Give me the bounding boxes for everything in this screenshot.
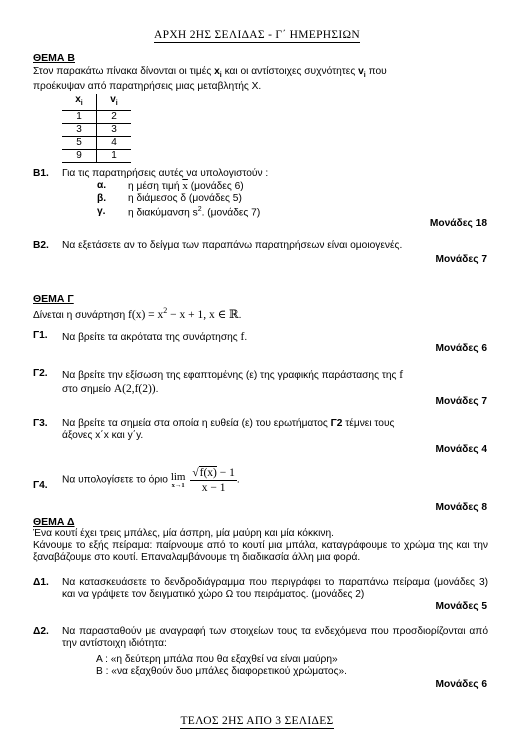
page-header-text: ΑΡΧΗ 2ΗΣ ΣΕΛΙΔΑΣ - Γ΄ ΗΜΕΡΗΣΙΩΝ — [154, 29, 360, 41]
table-row — [62, 137, 131, 150]
page-footer — [0, 714, 514, 728]
d1-text: Να κατασκευάσετε το δενδροδιάγραμμα που περιγράφει το παραπάνω πείραμα (μονάδες 3) και να γράψετε τον δειγματικό χώρο Ω του πειράματος. (μονάδες 2) — [62, 577, 488, 601]
g1-text: Να βρείτε τα ακρότατα της συνάρτησης f. — [62, 331, 248, 343]
table-header-row — [62, 94, 131, 111]
d2-marks: Μονάδες 6 — [435, 679, 487, 690]
g3-label: Γ3. — [33, 418, 48, 429]
g1-marks: Μονάδες 6 — [435, 343, 487, 354]
theme-d-line-1: Ένα κουτί έχει τρεις μπάλες, μία άσπρη, μία μαύρη και μία κόκκινη. — [33, 528, 335, 539]
b1-item-c: η διακύμανση $s^2$. (μονάδες 7) — [128, 206, 261, 219]
b1-text: Για τις παρατηρήσεις αυτές να υπολογιστούν : — [62, 168, 269, 179]
d2-event-a: Α : «η δεύτερη μπάλα που θα εξαχθεί να είναι μαύρη» — [96, 654, 338, 665]
theme-g-title: ΘΕΜΑ Γ — [33, 293, 74, 305]
function-definition: $f(x) = x^2 - x + 1$, x ∈ ℝ — [128, 306, 239, 321]
g4-marks: Μονάδες 8 — [435, 502, 487, 513]
intro-text: που — [368, 66, 387, 77]
d2-label: Δ2. — [33, 626, 49, 637]
vi-sub: i — [363, 72, 366, 80]
frequency-table — [62, 94, 131, 163]
table-cell: 1 — [97, 150, 132, 163]
theme-b-intro — [33, 66, 488, 93]
xi-sub: i — [219, 72, 222, 80]
d1-label: Δ1. — [33, 577, 49, 588]
table-cell: 3 — [97, 124, 132, 137]
g3-marks: Μονάδες 4 — [435, 444, 487, 455]
theme-d-line-2: Κάνουμε το εξής πείραμα: παίρνουμε από το κουτί μια μπάλα, καταγράφουμε το χρώμα της και την ξαναβάζουμε στο κουτί. Επαναλαμβάνουμε τη διαδικασία άλλη μια φορά. — [33, 540, 488, 564]
g3-text: Να βρείτε τα σημεία στα οποία η ευθεία (ε) του ερωτήματος Γ2 τέμνει τους άξονες x΄x και y΄y. — [62, 418, 395, 442]
theme-g-intro: Δίνεται η συνάρτηση $f(x) = x^2 - x + 1$, x ∈ ℝ. — [33, 306, 242, 321]
intro-text: προέκυψαν από παρατηρήσεις μιας μεταβλητής Χ. — [33, 80, 262, 92]
xi-symbol: x — [214, 66, 220, 77]
b1-item-c-label: γ. — [97, 206, 106, 217]
mean-symbol: $\overline{x}$ — [182, 180, 188, 192]
g2-marks: Μονάδες 7 — [435, 396, 487, 407]
b1-item-b-label: β. — [97, 193, 107, 204]
g4-label: Γ4. — [33, 480, 48, 491]
theme-b-title: ΘΕΜΑ Β — [33, 52, 75, 64]
intro-text: και οι αντίστοιχες συχνότητες — [224, 66, 356, 77]
b1-label: Β1. — [33, 168, 49, 179]
d1-marks: Μονάδες 5 — [435, 601, 487, 612]
table-cell: 3 — [62, 124, 97, 137]
vi-symbol: v — [358, 66, 364, 77]
b1-marks: Μονάδες 18 — [429, 218, 487, 229]
page-footer-text: ΤΕΛΟΣ 2ΗΣ ΑΠΟ 3 ΣΕΛΙΔΕΣ — [180, 715, 334, 727]
g1-label: Γ1. — [33, 330, 48, 341]
theme-d-title: ΘΕΜΑ Δ — [33, 516, 75, 528]
g4-text: Να υπολογίσετε το όριο lim x→1 $\frac{√f(x) - 1}{x - 1}$ . — [62, 467, 240, 495]
table-row — [62, 150, 131, 163]
b2-label: Β2. — [33, 240, 49, 251]
table-cell: 5 — [62, 137, 97, 150]
b2-marks: Μονάδες 7 — [435, 254, 487, 265]
table-cell: 9 — [62, 150, 97, 163]
g2-text: Να βρείτε την εξίσωση της εφαπτομένης (ε) της γραφικής παράστασης της f στο σημείο Α(2,f(2)). — [62, 369, 404, 396]
table-cell: 2 — [97, 111, 132, 124]
page-header — [0, 28, 514, 42]
b1-item-b: η διάμεσος δ (μονάδες 5) — [128, 193, 242, 204]
table-cell: 4 — [97, 137, 132, 150]
g2-label: Γ2. — [33, 368, 48, 379]
table-row — [62, 124, 131, 137]
table-header-v: $v_i$ — [97, 94, 132, 111]
b1-item-a: η μέση τιμή $\overline{x}$ (μονάδες 6) — [128, 180, 244, 192]
d2-text: Να παρασταθούν με αναγραφή των στοιχείων τους τα ενδεχόμενα που προσδιορίζονται από την αντίστοιχη ιδιότητα: — [62, 626, 488, 650]
d2-event-b: Β : «να εξαχθούν δυο μπάλες διαφορετικού χρώματος». — [96, 666, 347, 677]
b1-item-a-label: α. — [97, 180, 107, 191]
b2-text: Να εξετάσετε αν το δείγμα των παραπάνω παρατηρήσεων είναι ομοιογενές. — [62, 240, 403, 251]
limit-expression: lim x→1 — [170, 470, 186, 489]
table-row — [62, 111, 131, 124]
limit-fraction: $\frac{√f(x) - 1}{x - 1}$ — [192, 467, 235, 495]
table-header-x: $x_i$ — [62, 94, 97, 111]
table-cell: 1 — [62, 111, 97, 124]
intro-text: Στον παρακάτω πίνακα δίνονται οι τιμές — [33, 66, 212, 77]
